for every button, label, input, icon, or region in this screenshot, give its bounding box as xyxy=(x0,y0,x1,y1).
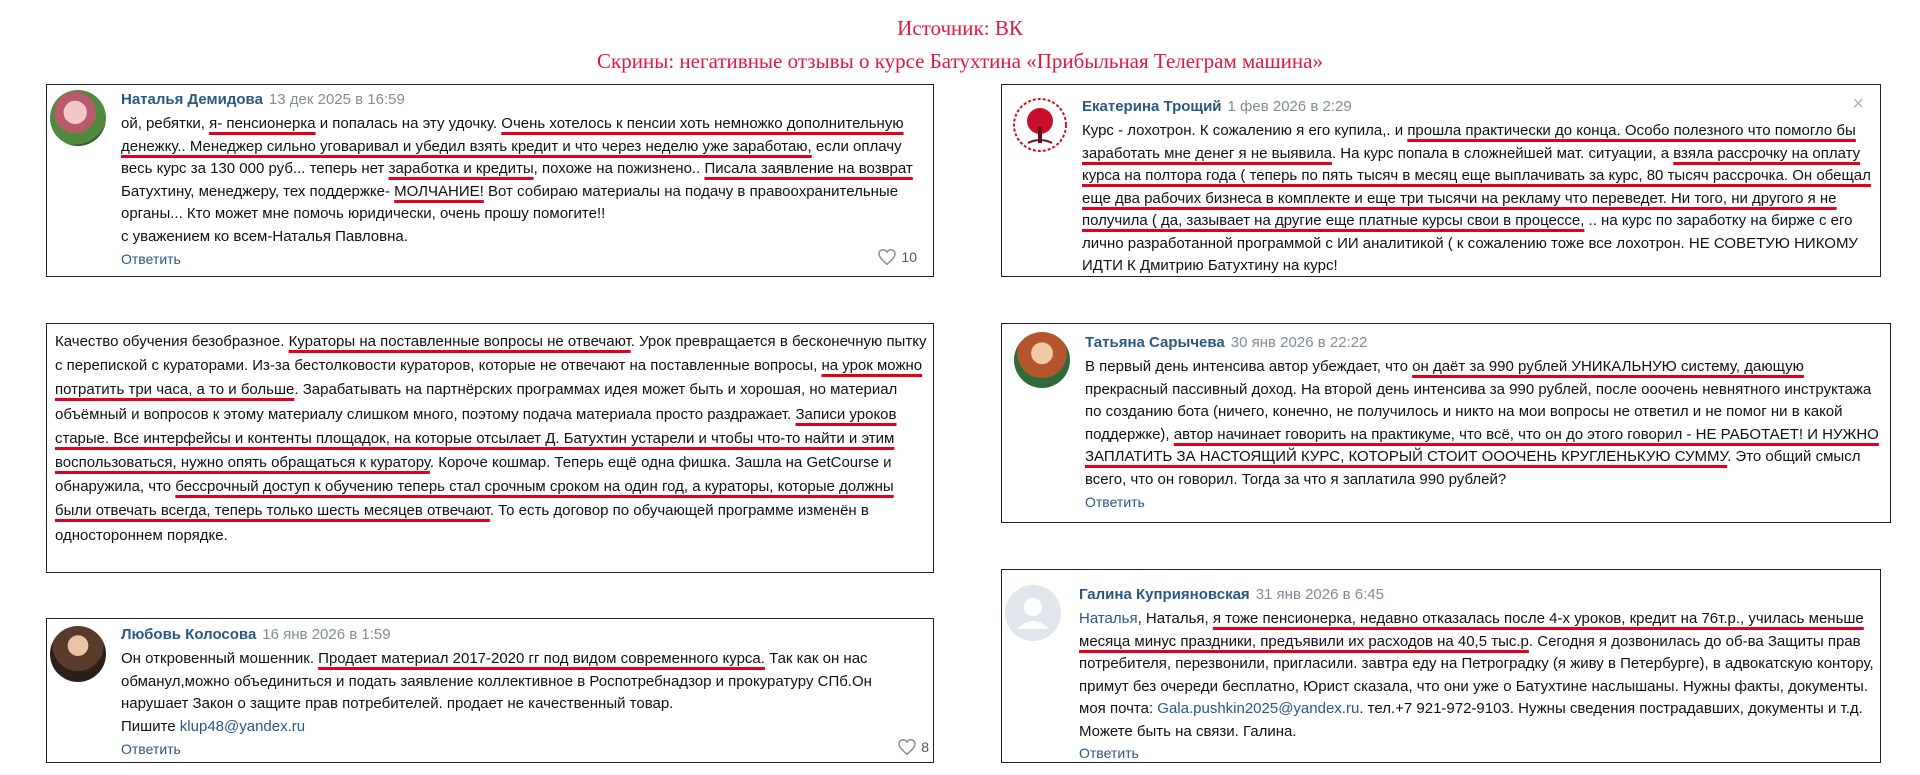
text-fragment: ой, ребятки, xyxy=(121,115,210,132)
comment-paragraph xyxy=(55,330,927,548)
text-fragment: . Сегодня я дозвонилась до об-ва Защиты прав потребителя, перезвонили, пригласили. завтра еду на Петроградку (я живу в Петербурге), в адвокатскую контору, примут без очереди бесплатно, Юрист сказала, что они уже о Батухтине наслышаны. Нужны факты, документы. моя почта: xyxy=(1079,632,1874,717)
comment-card-kolosova xyxy=(46,618,934,763)
text-fragment: . Урок превращается в бесконечную пытку с перепиской с кураторами. Из-за бестолковости кураторов, которые не отвечают на поставленные вопросы, xyxy=(55,333,927,375)
underlined-text: он даёт за 990 рублей УНИКАЛЬНУЮ систему, дающую xyxy=(1412,358,1804,375)
comment-text xyxy=(55,330,927,548)
tree-icon xyxy=(1012,97,1068,153)
source-caption: Источник: ВК xyxy=(897,16,1023,40)
underlined-text: заработка и кредиты xyxy=(388,160,534,177)
comment-card-sarycheva xyxy=(1001,323,1891,523)
text-fragment: прекрасный пассивный доход. На второй день интенсива за 990 рублей, после ооочень невнятного инструктажа по созданию бота (ничего, конечно, не получилось и никто на мои вопросы не ответил и не помог ни в какой поддержке), xyxy=(1085,380,1872,443)
text-fragment: . Короче кошмар. Теперь ещё одна фишка. Зашла на GetCourse и обнаружила, что xyxy=(55,454,892,496)
comment-header xyxy=(1079,586,1384,603)
underlined-text: я тоже пенсионерка, недавно отказалась после 4-х уроков, кредит на 76т.р., училась меньше месяца минус праздники, предъявили их расходов на 40,5 тыс.р xyxy=(1079,610,1864,650)
underlined-text: взяла рассрочку на оплату курса на полтора года ( теперь по пять тысяч в месяц еще выплачивать за курс, 80 тысяч рассрочка. Он обещал еще два рабочих бизнеса в комплекте и еще три тысячи на рекламу что переведет. Ни того, ни другого я не получила ( да, зазывает на другие еще платные курсы свои в процессе, xyxy=(1082,144,1871,229)
text-fragment: . На курс попала в сложнейшей мат. ситуации, а xyxy=(1331,144,1674,162)
text-fragment: , похоже на пожизнено.. xyxy=(533,160,705,177)
author-name[interactable]: Галина Куприяновская xyxy=(1079,586,1250,603)
text-fragment: В первый день интенсива автор убеждает, что xyxy=(1085,358,1413,375)
comment-paragraph xyxy=(121,648,921,716)
text-fragment: Он откровенный мошенник. xyxy=(121,650,319,667)
tree-logo-avatar[interactable] xyxy=(1012,97,1068,153)
reply-link[interactable]: Ответить xyxy=(121,251,181,267)
heart-icon xyxy=(898,739,916,755)
underlined-text: МОЛЧАНИЕ! xyxy=(394,182,484,200)
comment-date[interactable]: 16 янв 2026 в 1:59 xyxy=(262,626,391,643)
user-icon xyxy=(1005,585,1061,641)
text-fragment: Так как он нас обманул,можно объединиться и подать заявление коллективное в Роспотребнадзор и прокуратуру СПб.Он нарушает Закон о защите прав потребителей. продает не качественный товар. xyxy=(121,650,872,712)
comment-paragraph xyxy=(121,716,921,739)
signature: с уважением ко всем-Наталья Павловна. xyxy=(121,227,408,245)
reply-link[interactable]: Ответить xyxy=(121,741,181,757)
comment-card-kupriyanovskaya xyxy=(1001,569,1881,763)
comment-text xyxy=(1085,356,1885,491)
text-fragment: Качество обучения безобразное. xyxy=(55,333,289,350)
comment-date[interactable]: 31 янв 2026 в 6:45 xyxy=(1255,586,1384,603)
underlined-text: автор начинает говорить на практикуме, что всё, что он до этого говорил - НЕ РАБОТАЕТ! И НУЖНО ЗАПЛАТИТЬ ЗА НАСТОЯЩИЙ КУРС, КОТОРЫЙ СТОИТ ОООЧЕНЬ КРУГЛЕНЬКУЮ СУММУ xyxy=(1085,425,1879,465)
mention-link[interactable]: Наталья xyxy=(1079,610,1138,627)
underlined-text: прошла практически до конца. Особо полезного что помогло бы заработать мне денег я не выявила xyxy=(1082,122,1856,162)
comment-date[interactable]: 13 дек 2025 в 16:59 xyxy=(268,91,405,108)
underlined-text: Писала заявление на возврат xyxy=(704,160,913,177)
email-link[interactable]: Gala.pushkin2025@yandex.ru xyxy=(1157,700,1360,717)
comment-paragraph xyxy=(1085,356,1885,491)
underlined-text: Продает материал 2017-2020 гг под видом современного курса. xyxy=(318,650,765,667)
comment-text xyxy=(1079,608,1874,743)
comment-header xyxy=(121,91,405,108)
comment-date[interactable]: 30 янв 2026 в 22:22 xyxy=(1230,334,1368,351)
underlined-text: на урок можно потратить три часа, а то и больше xyxy=(55,357,923,399)
reply-link[interactable]: Ответить xyxy=(1085,494,1145,510)
underlined-text: бессрочный доступ к обучению теперь стал срочным сроком на один год, а кураторы, которые должны были отвечать всегда, теперь только шесть месяцев отвечают xyxy=(55,478,894,520)
text-fragment: и попалась на эту удочку. xyxy=(315,115,502,132)
default-avatar[interactable] xyxy=(1005,585,1061,641)
like-count: 8 xyxy=(921,739,929,755)
avatar[interactable] xyxy=(50,90,106,146)
author-name[interactable]: Екатерина Трощий xyxy=(1082,98,1222,115)
author-name[interactable]: Любовь Колосова xyxy=(121,626,257,643)
author-name[interactable]: Наталья Демидова xyxy=(121,91,263,108)
comment-card-quality xyxy=(46,323,934,573)
text-fragment: . Это общий смысл всего, что он говорил. Тогда за что я заплатила 990 рублей? xyxy=(1085,448,1861,488)
underlined-text: Кураторы на поставленные вопросы не отвечают xyxy=(288,333,631,350)
underlined-text: Записи уроков старые. Все интерфейсы и контенты площадок, на которые отсылает Д. Батухтин устарели и чтобы что-то найти и этим воспользоваться, нужно опять обращаться к куратору xyxy=(55,405,897,472)
comment-paragraph xyxy=(1082,120,1872,278)
comment-date[interactable]: 1 фев 2026 в 2:29 xyxy=(1227,98,1352,115)
text-fragment: Батухтину, менеджеру, тех поддержке- xyxy=(121,182,395,200)
avatar[interactable] xyxy=(50,626,106,682)
text-fragment: , Наталья, xyxy=(1137,610,1213,627)
comment-text xyxy=(121,113,921,248)
like-count: 10 xyxy=(901,249,917,265)
comment-paragraph xyxy=(1079,608,1874,743)
like-button[interactable] xyxy=(878,249,917,265)
comment-card-demidova xyxy=(46,84,934,277)
comment-text xyxy=(121,648,921,738)
comment-header xyxy=(121,626,391,643)
comment-text xyxy=(1082,120,1872,278)
text-fragment: если оплачу весь курс за 130 000 руб... теперь нет xyxy=(121,137,902,177)
text-fragment: Вот собираю материалы на подачу в правоохранительные органы... Кто может мне помочь юридически, очень прошу помогите!! xyxy=(121,182,899,222)
close-icon[interactable]: × xyxy=(1852,93,1864,115)
text-fragment: . тел.+7 921-972-9103. Нужны сведения пострадавших, документы и т.д. Можете быть на связи. Галина. xyxy=(1079,700,1863,740)
comment-paragraph xyxy=(121,113,921,226)
comment-card-troshchiy xyxy=(1001,84,1881,277)
text-fragment: . Зарабатывать на партнёрских программах идея может быть и хорошая, но материал объёмный и вопросов к этому материалу слишком много, поэтому подача материала просто раздражает. xyxy=(55,381,898,423)
author-name[interactable]: Татьяна Сарычева xyxy=(1085,334,1225,351)
text-fragment: . То есть договор по обучающей программе изменён в одностороннем порядке. xyxy=(55,502,869,544)
screenshots-caption: Скрины: негативные отзывы о курсе Батухтина «Прибыльная Телеграм машина» xyxy=(597,49,1323,73)
heart-icon xyxy=(878,249,896,265)
text-fragment: .. на курс по заработку на бирже с его лично разработанной программой с ИИ аналитикой ( к сожалению тоже все лохотрон. НЕ СОВЕТУЮ НИКОМУ ИДТИ К Дмитрию Батухтину на курс! xyxy=(1082,212,1858,274)
comment-header xyxy=(1082,98,1352,115)
avatar[interactable] xyxy=(1014,332,1070,388)
reply-link[interactable]: Ответить xyxy=(1079,745,1139,761)
underlined-text: Очень хотелось к пенсии хоть немножко дополнительную денежку.. Менеджер сильно уговаривал и убедил взять кредит и что через неделю уже заработаю, xyxy=(121,115,904,155)
comment-header xyxy=(1085,334,1367,351)
text-fragment: Курс - лохотрон. К сожалению я его купила,. и xyxy=(1082,122,1408,139)
email-link[interactable]: klup48@yandex.ru xyxy=(179,717,306,735)
like-button[interactable] xyxy=(898,739,929,755)
underlined-text: я- пенсионерка xyxy=(209,115,316,132)
text-fragment: Пишите xyxy=(121,717,176,735)
